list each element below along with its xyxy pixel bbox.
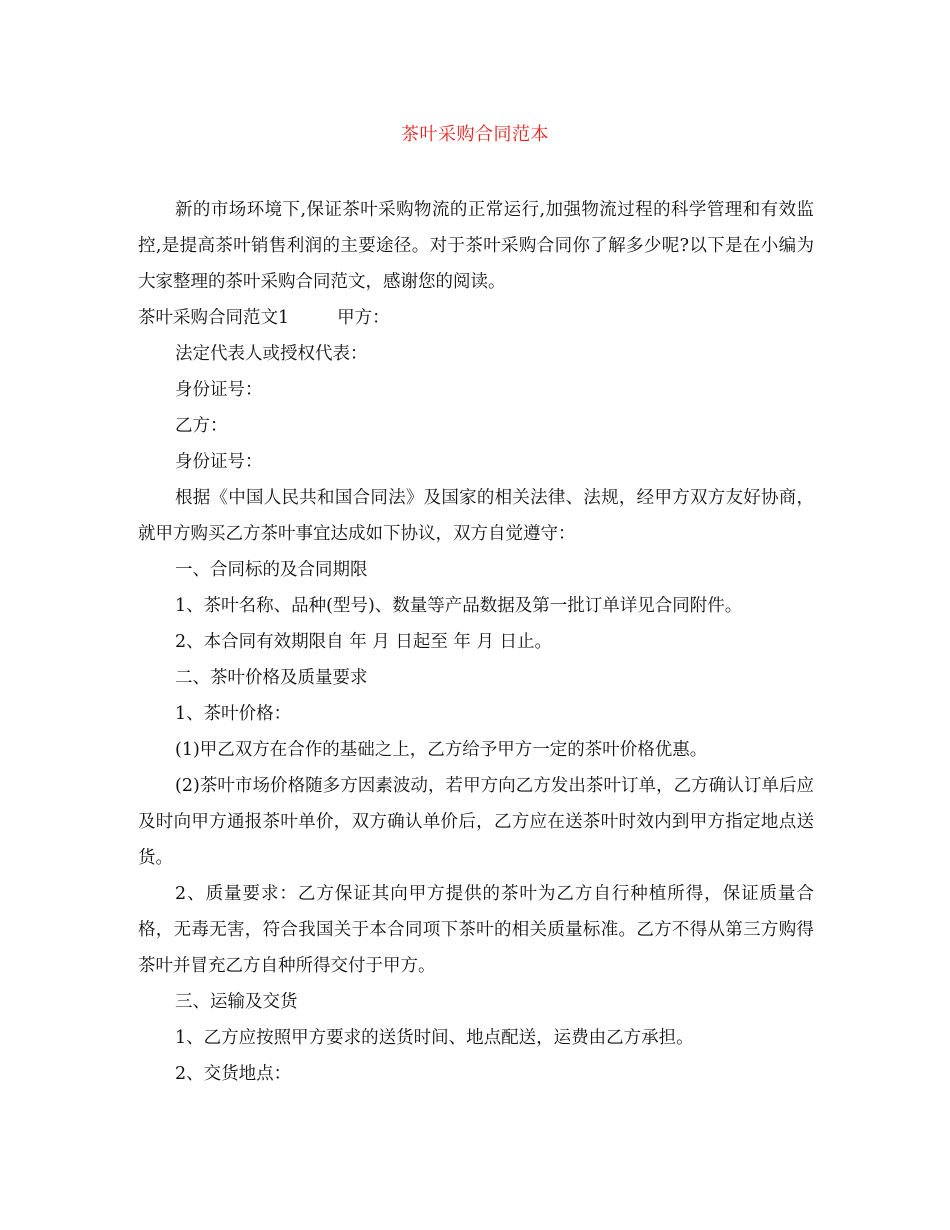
clause-2-1-b: (2)茶叶市场价格随多方因素波动，若甲方向乙方发出茶叶订单，乙方确认订单后应及时向甲方通报茶叶单价，双方确认单价后，乙方应在送茶叶时效内到甲方指定地点送货。 <box>138 776 814 868</box>
paragraph-legal-basis: 根据《中国人民共和国合同法》及国家的相关法律、法规，经甲方双方友好协商，就甲方购买乙方茶叶事宜达成如下协议，双方自觉遵守： <box>138 488 814 544</box>
heading-section-2: 二、茶叶价格及质量要求 <box>175 668 368 688</box>
heading-section-1: 一、合同标的及合同期限 <box>175 560 368 580</box>
paragraph-party-a-id: 身份证号： <box>175 380 263 400</box>
party-a-label: 甲方： <box>337 308 390 328</box>
paragraph-party-b-id: 身份证号： <box>175 452 263 472</box>
paragraph-representative: 法定代表人或授权代表： <box>175 344 368 364</box>
document-title: 茶叶采购合同范本 <box>401 124 549 145</box>
clause-1-1: 1、茶叶名称、品种(型号)、数量等产品数据及第一批订单详见合同附件。 <box>175 596 743 616</box>
heading-section-3: 三、运输及交货 <box>175 992 298 1012</box>
clause-2-1-a: (1)甲乙双方在合作的基础之上，乙方给予甲方一定的茶叶价格优惠。 <box>175 740 708 760</box>
section-label: 茶叶采购合同范文1 <box>138 308 290 328</box>
section-heading-line <box>138 300 814 336</box>
document-body <box>138 192 814 1092</box>
clause-3-1: 1、乙方应按照甲方要求的送货时间、地点配送，运费由乙方承担。 <box>175 1028 694 1048</box>
clause-2-1: 1、茶叶价格： <box>175 704 292 724</box>
clause-3-2: 2、交货地点： <box>175 1064 292 1084</box>
paragraph-party-b: 乙方： <box>175 416 228 436</box>
intro-paragraph: 新的市场环境下,保证茶叶采购物流的正常运行,加强物流过程的科学管理和有效监控,是提高茶叶销售利润的主要途径。对于茶叶采购合同你了解多少呢?以下是在小编为大家整理的茶叶采购合同范文，感谢您的阅读。 <box>138 200 814 292</box>
clause-2-2: 2、质量要求：乙方保证其向甲方提供的茶叶为乙方自行种植所得，保证质量合格，无毒无害，符合我国关于本合同项下茶叶的相关质量标准。乙方不得从第三方购得茶叶并冒充乙方自种所得交付于甲方。 <box>138 884 814 976</box>
clause-1-2: 2、本合同有效期限自 年 月 日起至 年 月 日止。 <box>175 632 553 652</box>
